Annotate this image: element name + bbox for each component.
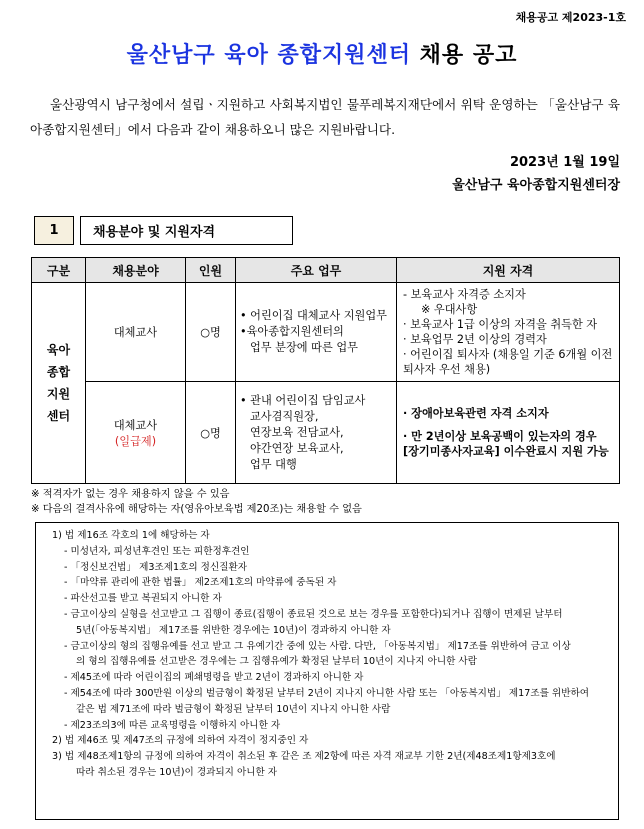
- field-label: 대체교사: [113, 418, 158, 432]
- title-organization: 울산남구 육아 종합지원센터: [126, 43, 411, 68]
- notes: [31, 487, 362, 517]
- document-number: 채용공고 제2023-1호: [515, 11, 626, 24]
- list-item: - 「마약류 관리에 관한 법률」 제2조제1호의 마약류에 중독된 자: [64, 577, 337, 589]
- section-title: 채용분야 및 지원자격: [80, 216, 293, 245]
- category-line: 종합: [46, 365, 71, 379]
- qual-line: · 보육업무 2년 이상의 경력자: [403, 333, 547, 346]
- duty-line: • 어린이집 대체교사 지원업무: [240, 309, 387, 322]
- count-cell: ○명: [186, 283, 236, 382]
- list-item: - 제23조의3에 따른 교육명령을 이행하지 아니한 자: [64, 719, 281, 731]
- qualifications-cell: [397, 382, 620, 484]
- list-item: - 금고이상의 실형을 선고받고 그 집행이 종료(집행이 종료된 것으로 보는 경우를 포함한다)되거나 집행이 면제된 날부터: [64, 608, 563, 620]
- note-line: ※ 적격자가 없는 경우 채용하지 않을 수 있음: [31, 489, 230, 500]
- duty-line: •육아종합지원센터의: [240, 325, 344, 338]
- header-count: 인원: [186, 258, 236, 283]
- note-line: ※ 다음의 결격사유에 해당하는 자(영유아보육법 제20조)는 채용할 수 없음: [31, 504, 362, 515]
- qual-line: · 어린이집 퇴사자 (채용일 기준 6개월 이전 퇴사자 우선 채용): [403, 348, 613, 376]
- duty-line: 연장보육 전담교사,: [250, 425, 344, 439]
- list-item: - 「정신보건법」 제3조제1호의 정신질환자: [64, 561, 248, 573]
- list-item: 1) 법 제16조 각호의 1에 해당하는 자: [52, 530, 210, 541]
- header-category: 구분: [32, 258, 86, 283]
- qual-line: · 만 2년이상 보육공백이 있는자의 경우 [장기미종사자교육] 이수완료시 지원 가능: [403, 430, 609, 458]
- qual-line: - 보육교사 자격증 소지자: [403, 288, 526, 301]
- duty-line: 업무 대행: [250, 457, 297, 471]
- list-item: - 제54조에 따라 300만원 이상의 벌금형이 확정된 날부터 2년이 지나지 아니한 사람 또는 「아동복지법」 제17조를 위반하여: [64, 687, 589, 699]
- qual-line: ※ 우대사항: [421, 303, 478, 316]
- field-cell: 대체교사: [86, 283, 186, 382]
- duties-cell: [236, 283, 397, 382]
- list-item: - 파산선고를 받고 복권되지 아니한 자: [64, 593, 222, 605]
- list-item: 3) 법 제48조제1항의 규정에 의하여 자격이 취소된 후 같은 조 제2항에 따른 자격 재교부 기한 2년(제48조제1항제3호에: [52, 751, 556, 763]
- table-row: [32, 283, 620, 382]
- category-line: 육아: [46, 343, 71, 357]
- intro-paragraph: 울산광역시 남구청에서 설립ㆍ지원하고 사회복지법인 물푸레복지재단에서 위탁 운영하는 「울산남구 육아종합지원센터」에서 다음과 같이 채용하오니 많은 지원바랍니다.: [30, 97, 620, 137]
- count-cell: ○명: [186, 382, 236, 484]
- qualifications-cell: [397, 283, 620, 382]
- qual-line: · 보육교사 1급 이상의 자격을 취득한 자: [403, 318, 598, 331]
- list-item: - 제45조에 따라 어린이집의 폐쇄명령을 받고 2년이 경과하지 아니한 자: [64, 672, 364, 684]
- disqualification-box: [35, 522, 619, 820]
- category-cell: [32, 283, 86, 484]
- list-item: - 금고이상의 형의 집행유예를 선고 받고 그 유예기간 중에 있는 사람. 다만, 「아동복지법」 제17조를 위반하여 금고 이상: [64, 640, 571, 652]
- field-note: (일급제): [114, 434, 157, 448]
- list-item: 같은 법 제71조에 따라 벌금형이 확정된 날부터 10년이 지나지 아니한 사람: [76, 703, 391, 715]
- category-line: 센터: [46, 409, 71, 423]
- list-item: 5년(「아동복지법」 제17조를 위반한 경우에는 10년)이 경과하지 아니한 자: [76, 624, 391, 636]
- list-item: 2) 법 제46조 및 제47조의 규정에 의하여 자격이 정지중인 자: [52, 735, 309, 747]
- section-number: 1: [34, 216, 74, 245]
- duty-line: • 관내 어린이집 담임교사: [240, 393, 366, 407]
- list-item: - 미성년자, 피성년후견인 또는 피한정후견인: [64, 545, 250, 557]
- duty-line: 업무 분장에 따른 업무: [250, 341, 358, 354]
- duty-line: 교사겸직원장,: [250, 409, 319, 423]
- issuing-organization: 울산남구 육아종합지원센터장: [452, 178, 620, 193]
- duty-line: 야간연장 보육교사,: [250, 441, 344, 455]
- recruitment-table: [31, 257, 620, 484]
- category-line: 지원: [46, 387, 71, 401]
- header-field: 채용분야: [86, 258, 186, 283]
- table-row: [32, 382, 620, 484]
- list-item: 의 형의 집행유예를 선고받은 경우에는 그 집행유예가 확정된 날부터 10년이 지나지 아니한 사람: [76, 656, 477, 668]
- field-cell: [86, 382, 186, 484]
- page-title: [0, 38, 644, 69]
- header-duties: 주요 업무: [236, 258, 397, 283]
- header-qualifications: 지원 자격: [397, 258, 620, 283]
- duties-cell: [236, 382, 397, 484]
- title-suffix: 채용 공고: [419, 43, 518, 68]
- announcement-date: 2023년 1월 19일: [509, 155, 620, 170]
- list-item: 따라 취소된 경우는 10년)이 경과되지 아니한 자: [76, 766, 278, 778]
- qual-line: · 장애아보육관련 자격 소지자: [403, 407, 549, 420]
- table-header-row: [32, 258, 620, 283]
